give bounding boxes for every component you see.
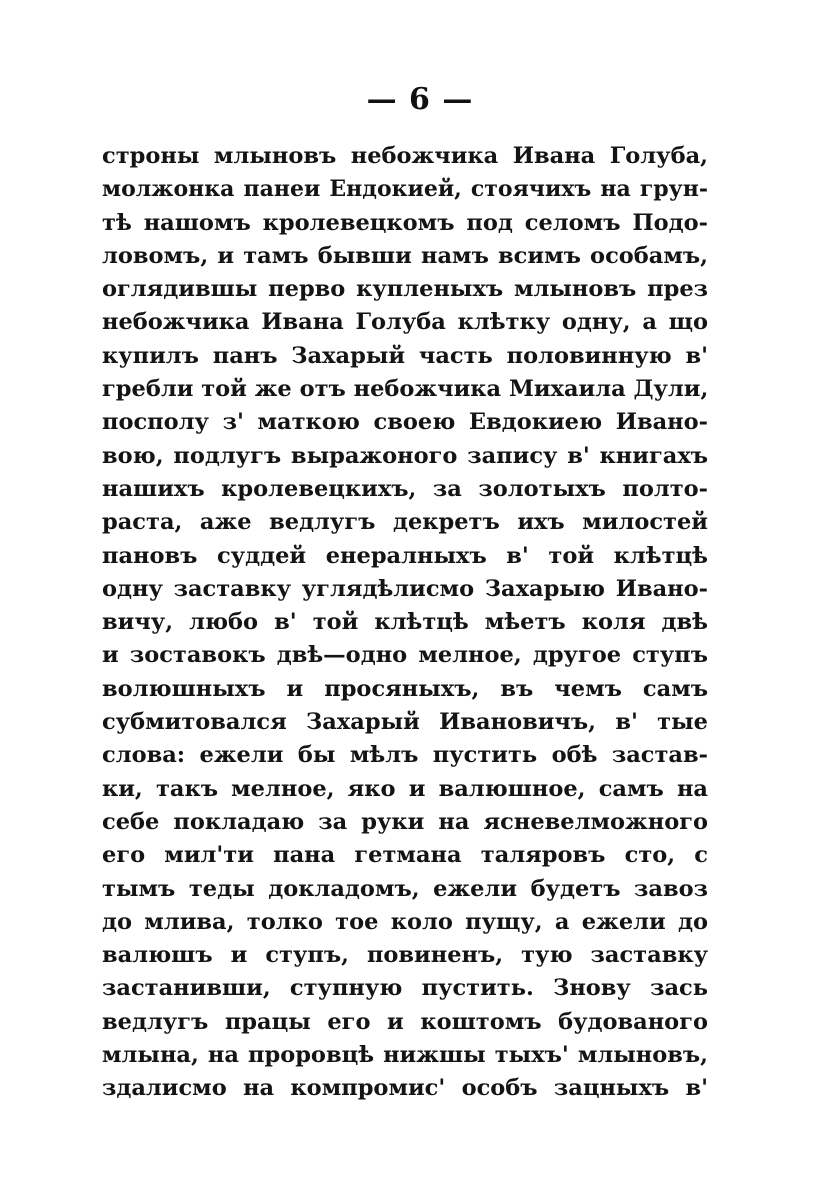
text-line: молжонка панеи Ендокией, стоячихъ на грун- [102, 176, 708, 203]
text-line: субмитовался Захарый Ивановичъ, в' тые [102, 709, 708, 736]
text-line: нашихъ кролевецкихъ, за золотыхъ полто- [102, 475, 708, 502]
text-line: до млива, толко тое коло пущу, а ежели до [102, 908, 708, 935]
text-line: себе покладаю за руки на ясневелможного [102, 808, 708, 835]
text-line: слова: ежели бы мѣлъ пустить обѣ застав- [102, 742, 708, 769]
text-line: оглядившы перво купленыхъ млыновъ през [102, 276, 708, 303]
text-line: волюшныхъ и просяныхъ, въ чемъ самъ [102, 675, 708, 702]
text-line: раста, аже ведлугъ декретъ ихъ милостей [102, 509, 708, 536]
page-number: — 6 — [366, 82, 474, 117]
text-line: тымъ теды докладомъ, ежели будетъ завоз [102, 875, 708, 902]
text-line: здалисмо на компромис' особъ зацныхъ в' [102, 1075, 708, 1102]
text-line: тѣ нашомъ кролевецкомъ под селомъ Подо- [102, 209, 708, 236]
text-line: гребли той же отъ небожчика Михаила Дули, [102, 376, 708, 403]
text-line: вичу, любо в' той клѣтцѣ мѣетъ коля двѣ [102, 609, 708, 636]
text-line: валюшъ и ступъ, повиненъ, тую заставку [102, 942, 708, 969]
text-line: млына, на проровцѣ нижшы тыхъ' млыновъ, [102, 1042, 708, 1069]
text-line: застанивши, ступную пустить. Знову зась [102, 975, 708, 1002]
text-line: ки, такъ мелное, яко и валюшное, самъ на [102, 775, 708, 802]
text-line: посполу з' маткою своею Евдокиею Ивано- [102, 409, 708, 436]
text-line: одну заставку углядѣлисмо Захарыю Ивано- [102, 575, 708, 602]
text-line: небожчика Ивана Голуба клѣтку одну, а що [102, 309, 708, 336]
text-line: пановъ суддей енералныхъ в' той клѣтцѣ [102, 542, 708, 569]
text-line: и зоставокъ двѣ—одно мелное, другое ступъ [102, 642, 708, 669]
text-line: строны млыновъ небожчика Ивана Голуба, [102, 143, 708, 169]
body-text [102, 140, 708, 1106]
text-line: купилъ панъ Захарый часть половинную в' [102, 342, 708, 369]
text-line: ловомъ, и тамъ бывши намъ всимъ особамъ, [102, 242, 708, 269]
text-line: вою, подлугъ выражоного запису в' книгахъ [102, 442, 708, 469]
text-line: его мил'ти пана гетмана таляровъ сто, с [102, 842, 708, 869]
text-line: ведлугъ працы его и коштомъ будованого [102, 1008, 708, 1035]
